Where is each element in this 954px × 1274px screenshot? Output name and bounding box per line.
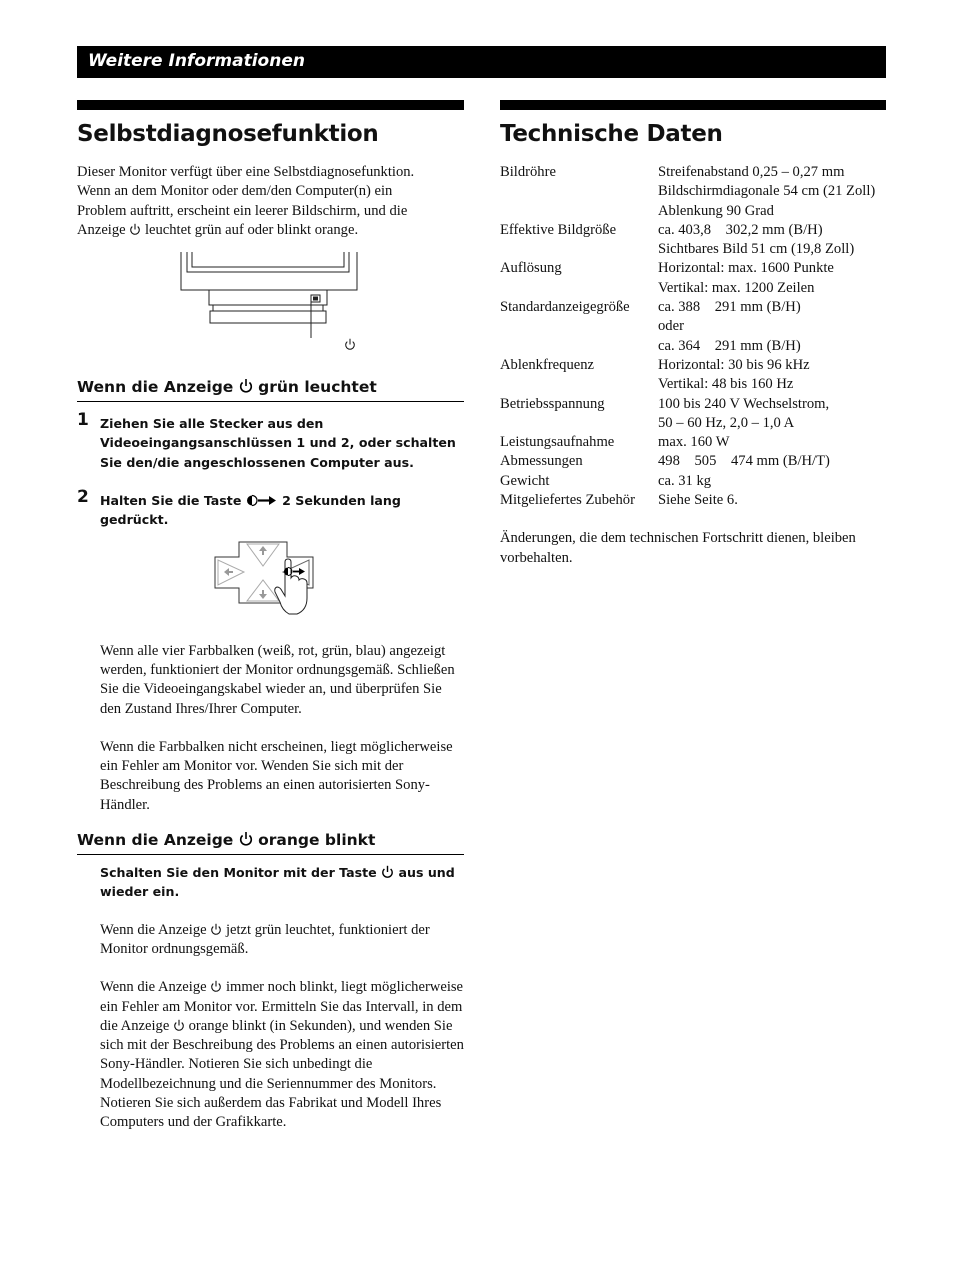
spec-value [658, 221, 886, 260]
heading-technical-data: Technische Daten [500, 121, 723, 147]
section-header-bar [77, 46, 886, 78]
step-1-text: Ziehen Sie alle Stecker aus den Videoeingangsanschlüssen 1 und 2, oder schalten Sie den/die angeschlossenen Computer aus. [100, 416, 456, 470]
spec-value-line: max. 160 W [658, 434, 730, 451]
power-icon [239, 831, 253, 847]
step-number: 2 [77, 487, 89, 508]
spec-value-line: Sichtbares Bild 51 cm (19,8 Zoll) [658, 241, 855, 258]
paragraph-green-now: Wenn die Anzeige jetzt grün leuchtet, funktioniert der Monitor ordnungsgemäß. [100, 921, 430, 957]
spec-value [658, 395, 886, 434]
spec-row [500, 491, 886, 510]
spec-label: Abmessungen [500, 453, 583, 470]
spec-row [500, 433, 886, 452]
spec-value-line: Vertikal: 48 bis 160 Hz [658, 376, 794, 393]
intro-paragraph: Dieser Monitor verfügt über eine Selbstdiagnosefunktion. Wenn an dem Monitor oder dem/den Computer(n) ein Problem auftritt, erscheint ein leerer Bildschirm, und die Anzeige leuchtet grün auf oder blinkt orange. [77, 164, 415, 238]
spec-row [500, 221, 886, 260]
spec-value-line: ca. 364 291 mm (B/H) [658, 337, 801, 354]
subheading-orange: Wenn die Anzeige orange blinkt [77, 831, 464, 855]
spec-value-line: Horizontal: max. 1600 Punkte [658, 260, 834, 277]
spec-label: Effektive Bildgröße [500, 221, 617, 238]
spec-label: Betriebsspannung [500, 395, 605, 412]
power-icon [210, 980, 222, 993]
column-technical-data [500, 100, 886, 568]
spec-row [500, 472, 886, 491]
specs-table [500, 163, 886, 510]
spec-value-line: oder [658, 318, 684, 335]
spec-row [500, 259, 886, 298]
spec-label: Gewicht [500, 472, 550, 489]
spec-label: Standardanzeigegröße [500, 299, 630, 316]
column-self-diagnosis [77, 100, 464, 1133]
spec-label: Mitgeliefertes Zubehör [500, 492, 635, 509]
spec-row [500, 395, 886, 434]
spec-label: Bildröhre [500, 164, 556, 180]
power-icon [129, 223, 141, 236]
spec-value [658, 472, 886, 491]
heading-self-diagnosis: Selbstdiagnosefunktion [77, 121, 379, 147]
paragraph-color-bars-ok: Wenn alle vier Farbbalken (weiß, rot, grün, blau) angezeigt werden, funktioniert der Monitor ordnungsgemäß. Schließen Sie die Videoeingangskabel wieder an, und überprüfen Sie den Zustand Ihres/Ihrer Computer. [100, 642, 455, 717]
step-number: 1 [77, 410, 89, 431]
spec-label: Leistungsaufnahme [500, 434, 615, 451]
spec-value [658, 433, 886, 452]
spec-label: Auflösung [500, 260, 562, 277]
spec-value-line: ca. 403,8 302,2 mm (B/H) [658, 221, 823, 238]
spec-row [500, 452, 886, 471]
spec-value [658, 452, 886, 471]
instruction-restart: Schalten Sie den Monitor mit der Taste aus und wieder ein. [100, 865, 455, 900]
power-icon [381, 865, 394, 879]
spec-row [500, 298, 886, 356]
input-arrow-button-icon [246, 494, 278, 507]
spec-value-line: 498 505 474 mm (B/H/T) [658, 453, 830, 470]
changes-note: Änderungen, die dem technischen Fortschritt dienen, bleiben vorbehalten. [500, 530, 856, 566]
step-2: 2 Halten Sie die Taste 2 Sekunden lang gedrückt. [77, 487, 401, 528]
spec-value-line: Vertikal: max. 1200 Zeilen [658, 279, 815, 296]
power-icon [210, 923, 222, 936]
spec-value [658, 491, 886, 510]
heading-rule [500, 100, 886, 110]
spec-value-line: 50 – 60 Hz, 2,0 – 1,0 A [658, 414, 795, 431]
spec-value-line: ca. 31 kg [658, 472, 712, 489]
spec-value-line: Siehe Seite 6. [658, 492, 738, 509]
spec-value [658, 259, 886, 298]
subheading-green: Wenn die Anzeige grün leuchtet [77, 378, 464, 402]
spec-value [658, 298, 886, 356]
section-title: Weitere Informationen [88, 51, 305, 71]
spec-value-line: 100 bis 240 V Wechselstrom, [658, 395, 830, 412]
spec-value [658, 356, 886, 395]
monitor-front-illustration [77, 250, 464, 360]
spec-value-line: Streifenabstand 0,25 – 0,27 mm [658, 164, 845, 180]
spec-value-line: Bildschirmdiagonale 54 cm (21 Zoll) [658, 183, 876, 200]
spec-value [658, 163, 886, 221]
spec-value-line: Horizontal: 30 bis 96 kHz [658, 356, 810, 373]
paragraph-color-bars-missing: Wenn die Farbbalken nicht erscheinen, liegt möglicherweise ein Fehler am Monitor vor. Wenden Sie sich mit der Beschreibung des Problems an einen autorisierten Sony-Händler. [100, 738, 453, 813]
control-pad-illustration [77, 540, 464, 622]
step-1 [77, 410, 464, 472]
spec-label: Ablenkfrequenz [500, 356, 595, 373]
spec-value-line: Ablenkung 90 Grad [658, 202, 774, 219]
heading-rule [77, 100, 464, 110]
power-icon [239, 378, 253, 394]
spec-value-line: ca. 388 291 mm (B/H) [658, 299, 801, 316]
paragraph-still-blinking: Wenn die Anzeige immer noch blinkt, liegt möglicherweise ein Fehler am Monitor vor. Ermitteln Sie das Intervall, in dem die Anzeige orange blinkt (in Sekunden), und wenden Sie sich mit der Beschreibung des Problems an einen autorisierten Sony-Händler. Notieren Sie sich unbedingt die Modellbezeichnung und die Seriennummer des Monitors. Notieren Sie sich außerdem das Fabrikat und Modell Ihres Computers und der Grafikkarte. [100, 979, 464, 1131]
spec-row [500, 356, 886, 395]
power-icon [346, 339, 355, 349]
spec-row [500, 163, 886, 221]
power-icon [173, 1019, 185, 1032]
